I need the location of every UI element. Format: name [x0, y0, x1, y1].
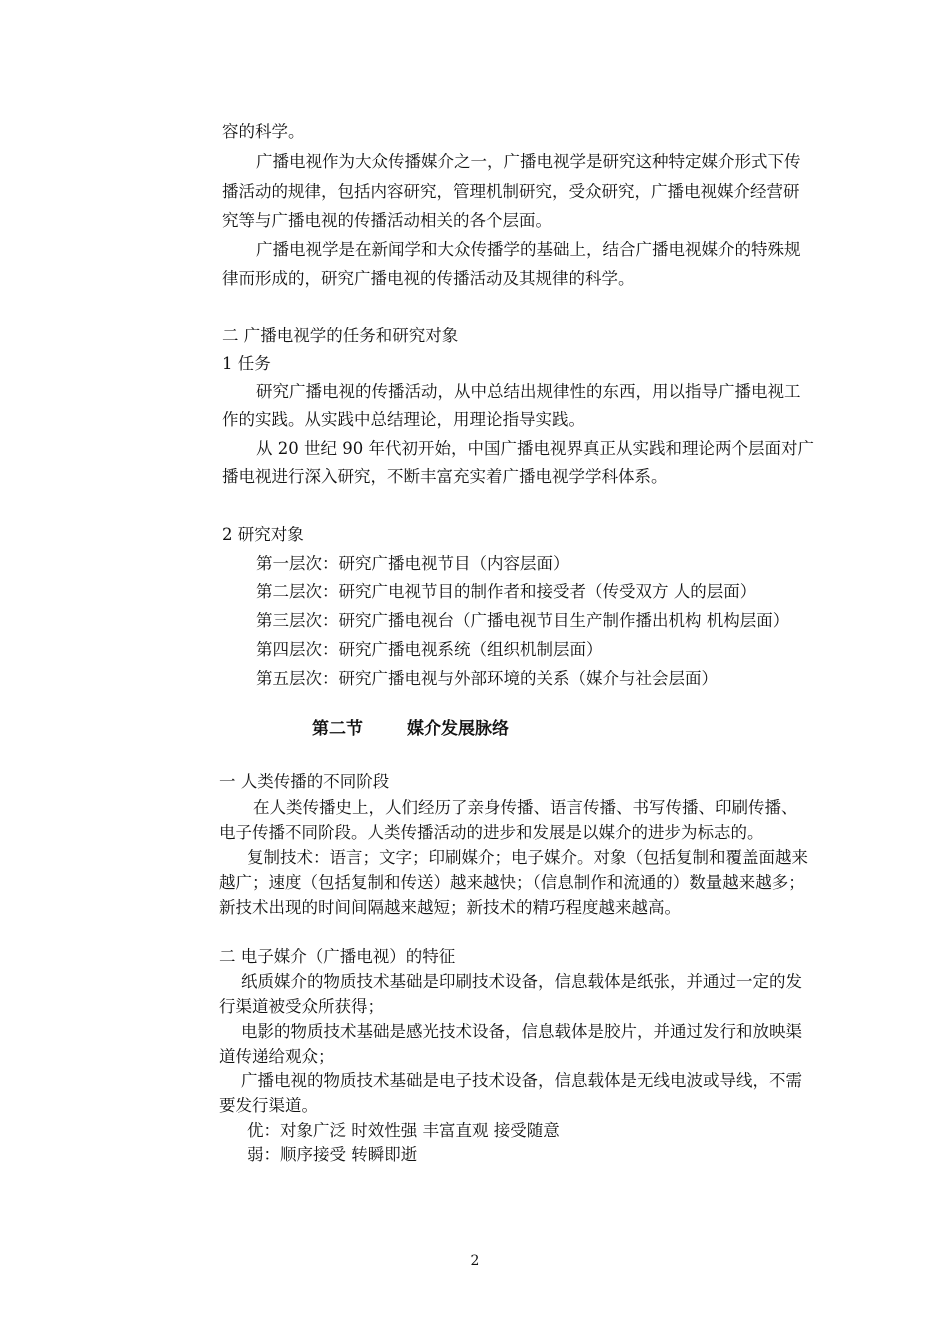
text-line: 在人类传播史上，人们经历了亲身传播、语言传播、书写传播、印刷传播、 [253, 798, 798, 817]
subsection-heading: 2 研究对象 [222, 525, 304, 544]
text-line: 弱：顺序接受 转瞬即逝 [247, 1145, 418, 1164]
list-item: 第四层次：研究广播电视系统（组织机制层面） [256, 640, 603, 659]
subsection-heading: 1 任务 [222, 354, 271, 373]
list-item: 第二层次：研究广电视节目的制作者和接受者（传受双方 人的层面） [256, 582, 757, 601]
text-line: 新技术出现的时间间隔越来越短；新技术的精巧程度越来越高。 [219, 898, 681, 917]
text-line: 越广；速度（包括复制和传送）越来越快；（信息制作和流通的）数量越来越多； [219, 873, 805, 892]
subsection-heading: 二 广播电视学的任务和研究对象 [222, 326, 459, 345]
text-line: 电子传播不同阶段。人类传播活动的进步和发展是以媒介的进步为标志的。 [219, 823, 764, 842]
subsection-heading: 一 人类传播的不同阶段 [219, 772, 390, 791]
list-item: 第三层次：研究广播电视台（广播电视节目生产制作播出机构 机构层面） [256, 611, 790, 630]
section-number: 第二节 [312, 719, 363, 739]
list-item: 第一层次：研究广播电视节目（内容层面） [256, 554, 570, 573]
text-line: 广播电视学是在新闻学和大众传播学的基础上，结合广播电视媒介的特殊规 [256, 240, 801, 259]
page-number: 2 [470, 1253, 480, 1269]
text-line: 容的科学。 [222, 122, 305, 141]
section-heading [312, 718, 509, 740]
text-line: 广播电视作为大众传播媒介之一，广播电视学是研究这种特定媒介形式下传 [256, 152, 801, 171]
text-line: 广播电视的物质技术基础是电子技术设备，信息载体是无线电波或导线，不需 [241, 1071, 802, 1090]
text-line: 作的实践。从实践中总结理论，用理论指导实践。 [222, 410, 585, 429]
list-item: 第五层次：研究广播电视与外部环境的关系（媒介与社会层面） [256, 669, 718, 688]
text-line: 研究广播电视的传播活动，从中总结出规律性的东西，用以指导广播电视工 [256, 382, 801, 401]
text-line: 纸质媒介的物质技术基础是印刷技术设备，信息载体是纸张，并通过一定的发 [241, 972, 802, 991]
text-line: 道传递给观众； [219, 1047, 335, 1066]
text-line: 复制技术：语言；文字；印刷媒介；电子媒介。对象（包括复制和覆盖面越来 [247, 848, 808, 867]
text-line: 播活动的规律，包括内容研究，管理机制研究，受众研究，广播电视媒介经营研 [222, 182, 800, 201]
text-line: 从 20 世纪 90 年代初开始，中国广播电视界真正从实践和理论两个层面对广 [256, 439, 814, 458]
text-line: 优：对象广泛 时效性强 丰富直观 接受随意 [247, 1121, 560, 1140]
subsection-heading: 二 电子媒介（广播电视）的特征 [219, 947, 456, 966]
section-title: 媒介发展脉络 [407, 719, 509, 739]
text-line: 行渠道被受众所获得； [219, 997, 384, 1016]
text-line: 播电视进行深入研究，不断丰富充实着广播电视学学科体系。 [222, 467, 668, 486]
text-line: 电影的物质技术基础是感光技术设备，信息载体是胶片，并通过发行和放映渠 [241, 1022, 802, 1041]
text-line: 要发行渠道。 [219, 1096, 318, 1115]
text-line: 究等与广播电视的传播活动相关的各个层面。 [222, 211, 552, 230]
text-line: 律而形成的，研究广播电视的传播活动及其规律的科学。 [222, 269, 635, 288]
